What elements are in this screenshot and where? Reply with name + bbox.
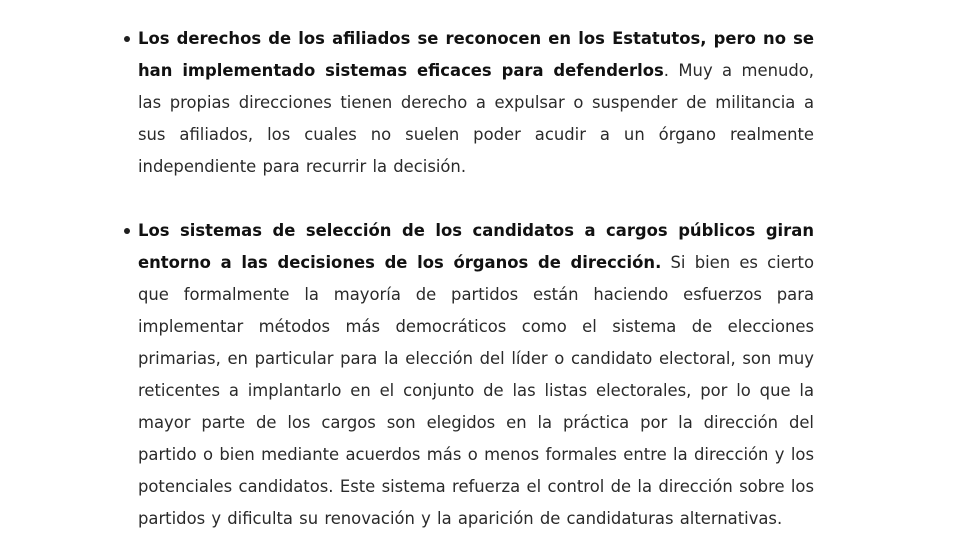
bullet-body-text: . Muy a menudo, las propias direcciones tienen derecho a expulsar o suspender de militancia a sus afiliados, los cuales no suelen poder acudir a un órgano realmente independiente para recurrir la decisión.: [138, 61, 814, 176]
bullet-body-text: Si bien es cierto que formalmente la mayoría de partidos están haciendo esfuerzos para implementar métodos más democráticos como el sistema de elecciones primarias, en particular para la elección del líder o candidato electoral, son muy reticentes a implantarlo en el conjunto de las listas electorales, por lo que la mayor parte de los cargos son elegidos en la práctica por la dirección del partido o bien mediante acuerdos más o menos formales entre la dirección y los potenciales candidatos. Este sistema refuerza el control de la dirección sobre los partidos y dificulta su renovación y la aparición de candidaturas alternativas.: [138, 253, 815, 528]
bullet-item-affiliate-rights: [138, 23, 814, 183]
bullet-bold-text: Los sistemas de selección de los candidatos a cargos públicos giran entorno a las decisiones de los órganos de dirección.: [138, 221, 814, 272]
bullet-marker: [124, 228, 130, 234]
bullet-marker: [124, 36, 130, 42]
bullet-bold-text: Los derechos de los afiliados se reconocen en los Estatutos, pero no se han implementado sistemas eficaces para defenderlos: [138, 29, 814, 80]
bullet-item-candidate-selection: [138, 215, 814, 535]
